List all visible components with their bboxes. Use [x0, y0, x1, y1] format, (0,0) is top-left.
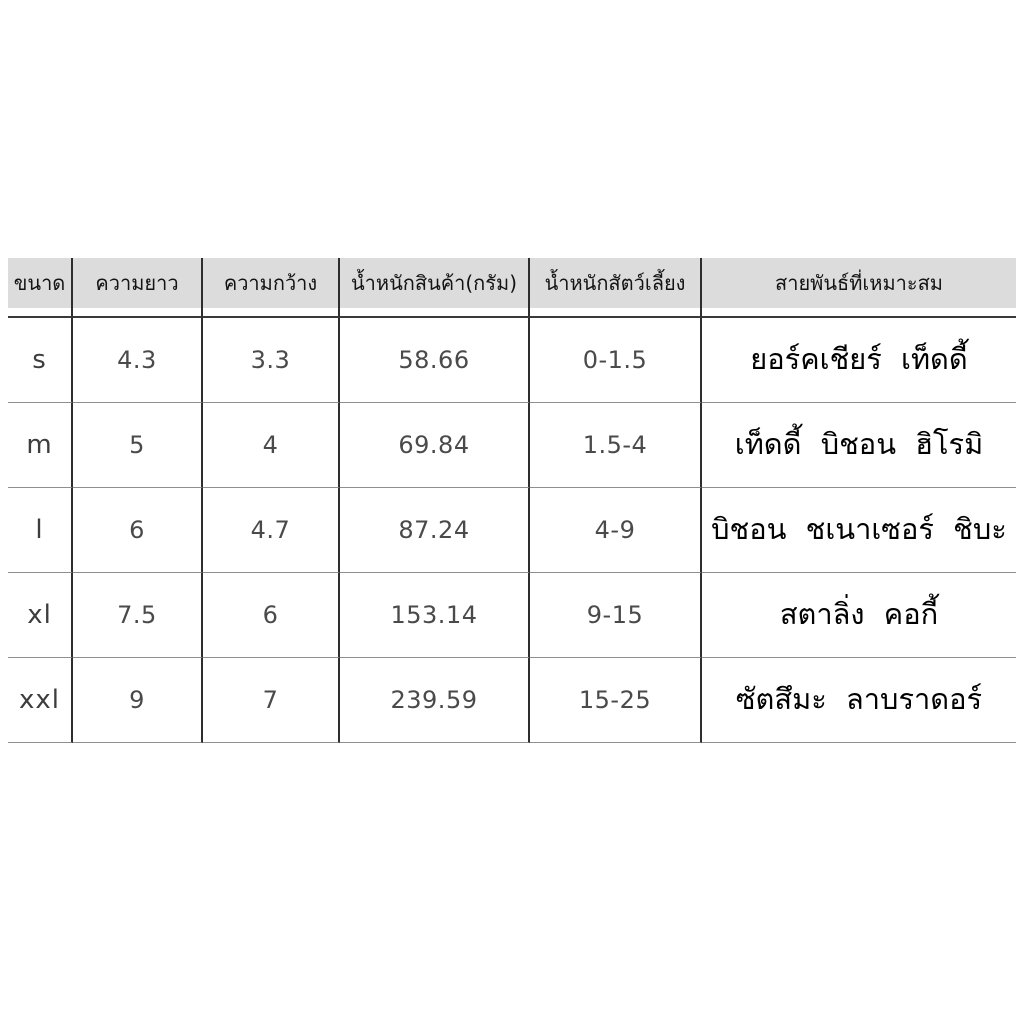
cell-breeds: สตาลิ่ง คอกี้ — [702, 573, 1016, 658]
column-header-size: ขนาด — [8, 258, 73, 308]
column-header-product-weight: น้ำหนักสินค้า(กรัม) — [340, 258, 530, 308]
cell-pet-weight: 1.5-4 — [530, 403, 702, 488]
cell-product-weight: 87.24 — [340, 488, 530, 573]
header-rule — [340, 308, 530, 318]
header-rule — [73, 308, 203, 318]
cell-size: m — [8, 403, 73, 488]
cell-product-weight: 69.84 — [340, 403, 530, 488]
column-header-width: ความกว้าง — [203, 258, 340, 308]
cell-pet-weight: 0-1.5 — [530, 318, 702, 403]
cell-length: 4.3 — [73, 318, 203, 403]
cell-product-weight: 153.14 — [340, 573, 530, 658]
header-rule — [203, 308, 340, 318]
cell-size: s — [8, 318, 73, 403]
cell-breeds: ซัตสึมะ ลาบราดอร์ — [702, 658, 1016, 743]
cell-product-weight: 239.59 — [340, 658, 530, 743]
cell-size: xxl — [8, 658, 73, 743]
size-chart-table — [8, 258, 1016, 743]
cell-pet-weight: 9-15 — [530, 573, 702, 658]
header-rule — [530, 308, 702, 318]
cell-length: 7.5 — [73, 573, 203, 658]
header-rule — [8, 308, 73, 318]
cell-length: 9 — [73, 658, 203, 743]
cell-width: 7 — [203, 658, 340, 743]
column-header-pet-weight: น้ำหนักสัตว์เลี้ยง — [530, 258, 702, 308]
cell-pet-weight: 15-25 — [530, 658, 702, 743]
cell-width: 6 — [203, 573, 340, 658]
cell-breeds: เท็ดดี้ บิชอน ฮิโรมิ — [702, 403, 1016, 488]
cell-pet-weight: 4-9 — [530, 488, 702, 573]
column-header-breeds: สายพันธ์ที่เหมาะสม — [702, 258, 1016, 308]
cell-length: 5 — [73, 403, 203, 488]
cell-size: xl — [8, 573, 73, 658]
cell-breeds: ยอร์คเชียร์ เท็ดดี้ — [702, 318, 1016, 403]
cell-length: 6 — [73, 488, 203, 573]
cell-width: 3.3 — [203, 318, 340, 403]
cell-width: 4.7 — [203, 488, 340, 573]
cell-size: l — [8, 488, 73, 573]
cell-width: 4 — [203, 403, 340, 488]
cell-product-weight: 58.66 — [340, 318, 530, 403]
column-header-length: ความยาว — [73, 258, 203, 308]
cell-breeds: บิชอน ชเนาเซอร์ ชิบะ — [702, 488, 1016, 573]
header-rule — [702, 308, 1016, 318]
